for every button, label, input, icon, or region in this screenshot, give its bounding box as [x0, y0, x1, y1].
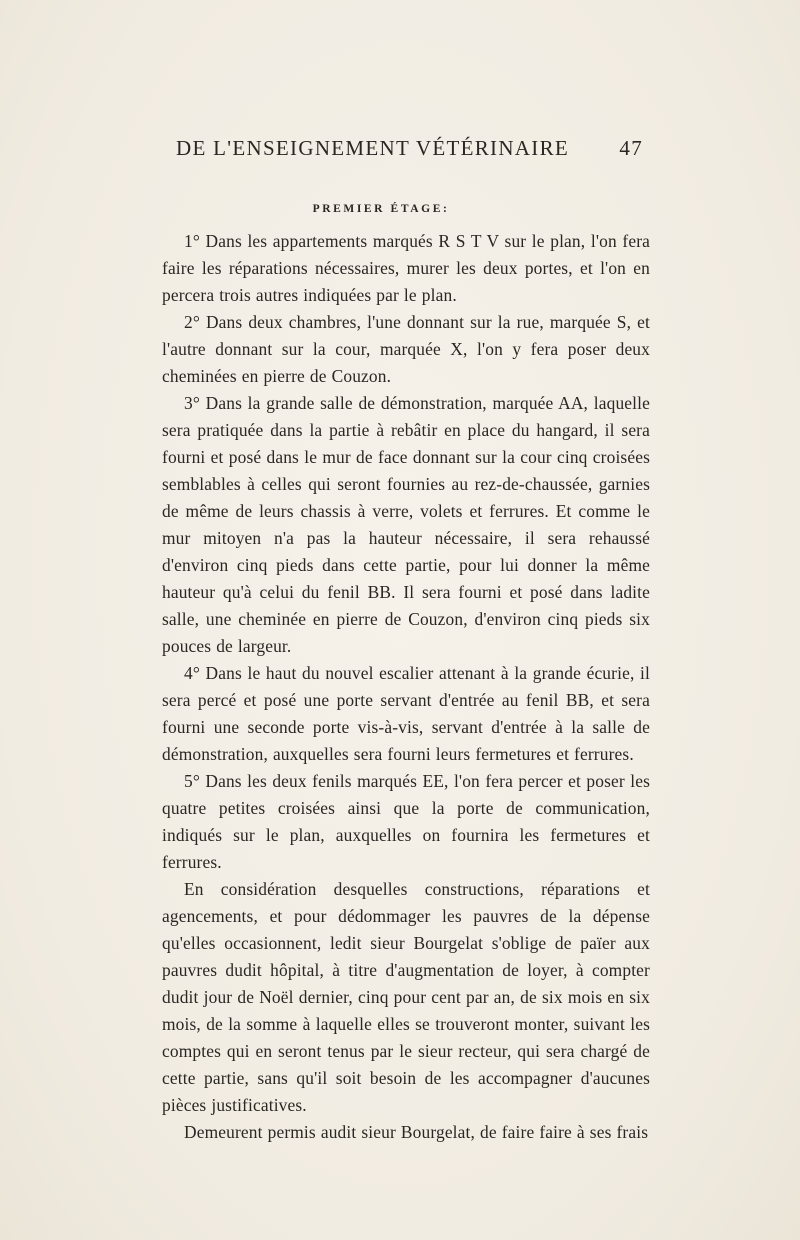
paragraph-1: 1° Dans les appartements marqués R S T V sur le plan, l'on fera faire les réparations nécessaires, murer les deux portes, et l'on en percera trois autres indiquées par le plan. [162, 231, 650, 305]
paragraph-5: 5° Dans les deux fenils marqués EE, l'on fera percer et poser les quatre petites croisées ainsi que la porte de communication, indiqués sur le plan, auxquelles on fournira les fermetures et ferrures. [162, 771, 650, 872]
paragraph-7: Demeurent permis audit sieur Bourgelat, de faire faire à ses frais [184, 1122, 649, 1142]
paragraph-3: 3° Dans la grande salle de démonstration, marquée AA, laquelle sera pratiquée dans la partie à rebâtir en place du hangard, il sera fourni et posé dans le mur de face donnant sur la cour cinq croisées semblables à celles qui seront fournies au rez-de-chaussée, garnies de même de leurs chassis à verre, volets et ferrures. Et comme le mur mitoyen n'a pas la hauteur nécessaire, il sera rehaussé d'environ cinq pieds dans cette partie, pour lui donner la même hauteur qu'à celui du fenil BB. Il sera fourni et posé dans ladite salle, une cheminée en pierre de Couzon, d'environ cinq pieds six pouces de largeur. [162, 393, 650, 656]
paragraph-6: En considération desquelles constructions, réparations et agencements, et pour dédommager les pauvres de la dépense qu'elles occasionnent, ledit sieur Bourgelat s'oblige de païer aux pauvres dudit hôpital, à titre d'augmentation de loyer, à compter dudit jour de Noël dernier, cinq pour cent par an, de six mois en six mois, de la somme à laquelle elles se trouveront monter, suivant les comptes qui en seront tenus par le sieur recteur, qui sera chargé de cette partie, sans qu'il soit besoin de les accompagner d'aucunes pièces justificatives. [162, 879, 650, 1115]
body-text [162, 228, 650, 1146]
running-header [176, 136, 643, 161]
paragraph-2: 2° Dans deux chambres, l'une donnant sur la rue, marquée S, et l'autre donnant sur la cour, marquée X, l'on y fera poser deux cheminées en pierre de Couzon. [162, 312, 650, 386]
section-heading: PREMIER ÉTAGE: [312, 203, 450, 215]
paragraph-4: 4° Dans le haut du nouvel escalier attenant à la grande écurie, il sera percé et posé une porte servant d'entrée au fenil BB, et sera fourni une seconde porte vis-à-vis, servant d'entrée à la salle de démonstration, auxquelles sera fourni leurs fermetures et ferrures. [162, 663, 650, 764]
running-title: DE L'ENSEIGNEMENT VÉTÉRINAIRE [176, 136, 569, 160]
page-number: 47 [619, 136, 643, 160]
